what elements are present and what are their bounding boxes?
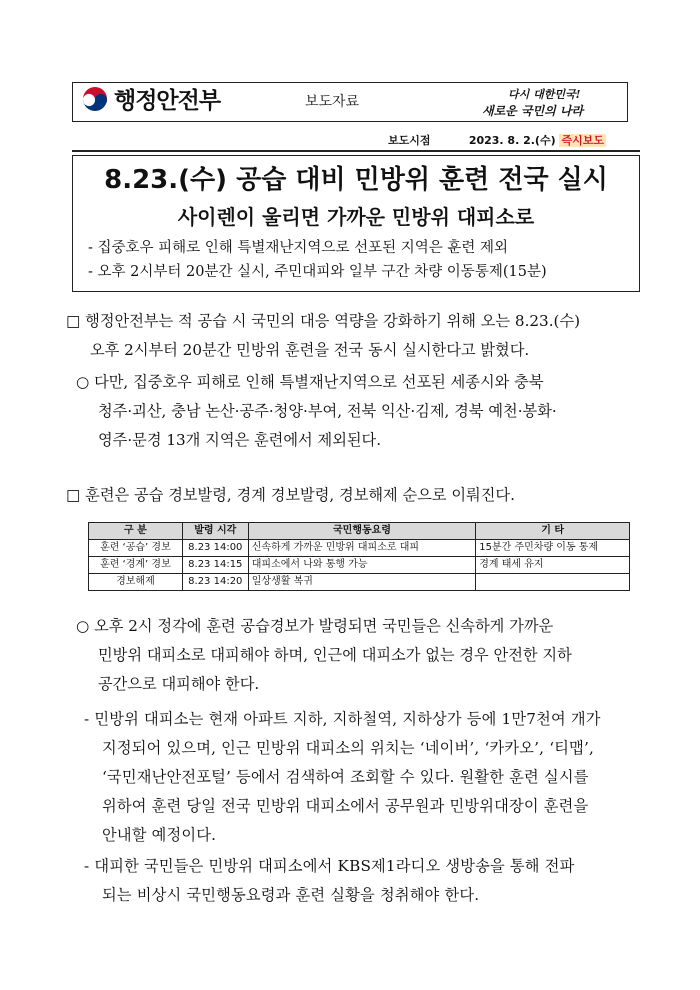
paragraph-line: □ 행정안전부는 적 공습 시 국민의 대응 역량을 강화하기 위해 오는 8.23.(수) xyxy=(66,312,581,330)
table-cell: 훈련 ‘공습’ 경보 xyxy=(89,540,183,557)
paragraph-line: 안내할 예정이다. xyxy=(102,826,217,844)
table-cell xyxy=(476,574,630,591)
paragraph-line: 민방위 대피소로 대피해야 하며, 인근에 대피소가 없는 경우 안전한 지하 xyxy=(98,646,572,664)
table-cell: 경보해제 xyxy=(89,574,183,591)
document-type: 보도자료 xyxy=(305,94,360,110)
release-info xyxy=(388,133,606,149)
paragraph-line: 공간으로 대피해야 한다. xyxy=(98,675,260,693)
paragraph-line: 지정되어 있으며, 인근 민방위 대피소의 위치는 ‘네이버’, ‘카카오’, ‘티맵’, xyxy=(102,739,595,757)
svg-text:새로운 국민의 나라: 새로운 국민의 나라 xyxy=(482,104,584,118)
table-cell: 경계 태세 유지 xyxy=(476,557,630,574)
paragraph-line: 영주·문경 13개 지역은 훈련에서 제외된다. xyxy=(98,431,382,449)
table-row xyxy=(89,557,630,574)
table-cell: 8.23 14:20 xyxy=(182,574,248,591)
title-bullet-1: - 집중호우 피해로 인해 특별재난지역으로 선포된 지역은 훈련 제외 xyxy=(88,240,508,256)
paragraph-line: 되는 비상시 국민행동요령과 훈련 실황을 청취해야 한다. xyxy=(102,886,480,904)
table-header-row xyxy=(89,523,630,540)
release-date: 2023. 8. 2.(수) xyxy=(468,134,556,147)
paragraph-line: □ 훈련은 공습 경보발령, 경계 경보발령, 경보해제 순으로 이뤄진다. xyxy=(66,486,515,504)
table-header: 기 타 xyxy=(476,523,630,540)
paragraph-line: 오후 2시부터 20분간 민방위 훈련을 전국 동시 실시한다고 밝혔다. xyxy=(90,341,530,359)
table-header: 국민행동요령 xyxy=(248,523,476,540)
svg-text:다시 대한민국!: 다시 대한민국! xyxy=(508,88,581,101)
sub-title: 사이렌이 울리면 가까운 민방위 대피소로 xyxy=(177,205,535,229)
paragraph-line: ○ 오후 2시 정각에 훈련 공습경보가 발령되면 국민들은 신속하게 가까운 xyxy=(76,617,554,635)
government-logo-icon xyxy=(80,86,110,116)
release-timing-badge: 즉시보도 xyxy=(561,134,604,147)
table-header: 발령 시각 xyxy=(182,523,248,540)
title-bullet-2: - 오후 2시부터 20분간 실시, 주민대피와 일부 구간 차량 이동통제(15분) xyxy=(88,264,547,280)
table-cell: 15분간 주민차량 이동 통제 xyxy=(476,540,630,557)
release-label: 보도시점 xyxy=(388,134,431,147)
paragraph-line: 위하여 훈련 당일 전국 민방위 대피소에서 공무원과 민방위대장이 훈련을 xyxy=(102,797,589,815)
table-row xyxy=(89,540,630,557)
paragraph-line: - 대피한 국민들은 민방위 대피소에서 KBS제1라디오 생방송을 통해 전파 xyxy=(84,857,575,875)
slogan-handwriting xyxy=(478,84,618,120)
paragraph-line: ○ 다만, 집중호우 피해로 인해 특별재난지역으로 선포된 세종시와 충북 xyxy=(76,373,544,391)
table-cell: 훈련 ‘경계’ 경보 xyxy=(89,557,183,574)
table-cell: 신속하게 가까운 민방위 대피소로 대피 xyxy=(248,540,476,557)
table-cell: 일상생활 복귀 xyxy=(248,574,476,591)
main-title: 8.23.(수) 공습 대비 민방위 훈련 전국 실시 xyxy=(104,165,608,195)
paragraph-line: - 민방위 대피소는 현재 아파트 지하, 지하철역, 지하상가 등에 1만7천여 개가 xyxy=(84,710,601,728)
ministry-name: 행정안전부 xyxy=(114,88,221,114)
paragraph-line: ‘국민재난안전포털’ 등에서 검색하여 조회할 수 있다. 원활한 훈련 실시를 xyxy=(102,768,589,786)
table-cell: 대피소에서 나와 통행 가능 xyxy=(248,557,476,574)
paragraph-line: 청주·괴산, 충남 논산·공주·청양·부여, 전북 익산·김제, 경북 예천·봉화· xyxy=(98,402,557,420)
divider xyxy=(72,150,640,152)
table-row xyxy=(89,574,630,591)
table-cell: 8.23 14:15 xyxy=(182,557,248,574)
table-cell: 8.23 14:00 xyxy=(182,540,248,557)
alarm-schedule-table xyxy=(88,522,630,591)
table-header: 구 분 xyxy=(89,523,183,540)
